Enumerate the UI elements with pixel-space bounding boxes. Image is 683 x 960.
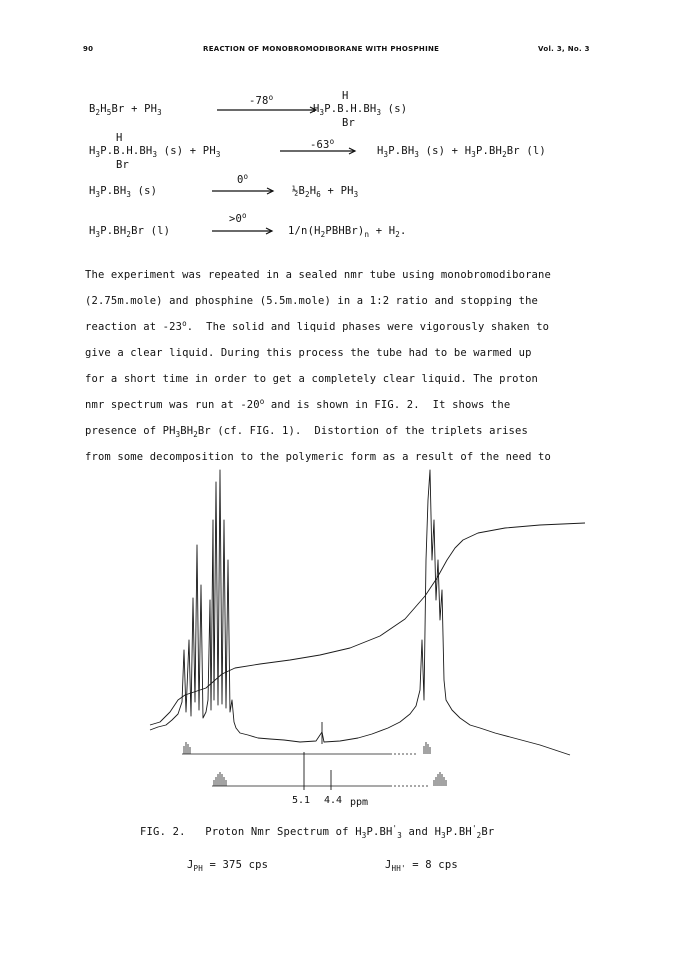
eq2-bottom-br: Br xyxy=(116,159,130,171)
eq1-arrow-label: -78$^o$ xyxy=(249,93,274,107)
axis-label-5-1: 5.1 xyxy=(292,795,311,806)
spectrum-trace xyxy=(150,470,570,755)
eq3-arrow-label: 0$^o$ xyxy=(237,172,249,186)
eq1-right: $H_3P.B.H.BH_3$ (s) xyxy=(313,103,408,117)
running-title: REACTION OF MONOBROMODIBORANE WITH PHOSPHINE xyxy=(203,45,440,53)
coupling-constant-jph: $J_{PH} = 375$ cps xyxy=(187,859,269,873)
axis-label-4-4: 4.4 xyxy=(324,795,343,806)
stick-pattern-lower xyxy=(212,772,446,786)
axis-label-unit: ppm xyxy=(350,797,369,808)
paragraph-line: (2.75m.mole) and phosphine (5.5m.mole) in a 1:2 ratio and stopping the xyxy=(85,295,539,307)
page-number: 90 xyxy=(83,45,94,53)
eq2-left: $H_3P.B.H.BH_3$ $(s) + PH_3$ xyxy=(89,145,221,159)
paragraph-line: give a clear liquid. During this process the tube had to be warmed up xyxy=(85,347,532,359)
eq2-arrow-label: -63$^o$ xyxy=(310,137,335,151)
eq2-top-h: H xyxy=(116,132,123,144)
paragraph-line: for a short time in order to get a completely clear liquid. The proton xyxy=(85,373,539,385)
volume-number: Vol. 3, No. 3 xyxy=(538,45,590,53)
eq3-left: $H_3P.BH_3$ (s) xyxy=(89,185,158,199)
coupling-constant-jhh: $J_{HH'} = 8$ cps xyxy=(385,859,458,873)
paragraph-line: presence of $PH_3BH_2Br$ (cf. FIG. 1). Distortion of the triplets arises xyxy=(85,425,528,439)
eq3-right: $\frac{1}{2}B_2H_6 + PH_3$ xyxy=(292,185,359,199)
eq4-left: $H_3P.BH_2Br$ (l) xyxy=(89,225,171,239)
paragraph-line: The experiment was repeated in a sealed nmr tube using monobromodiborane xyxy=(85,269,551,281)
paragraph-line: reaction at -23$^o$. The solid and liquid phases were vigorously shaken to xyxy=(85,319,550,333)
paragraph-line: nmr spectrum was run at -20$^o$ and is shown in FIG. 2. It shows the xyxy=(85,397,511,411)
eq4-arrow-label: $>0^o$ xyxy=(229,211,247,225)
figure-caption: FIG. 2. Proton Nmr Spectrum of $H_3P.BH'_3$ and $H_3P.BH'_2Br$ xyxy=(140,824,495,840)
stick-pattern-upper xyxy=(182,742,430,754)
paragraph-line: from some decomposition to the polymeric form as a result of the need to xyxy=(85,451,551,463)
eq2-right: $H_3P.BH_3$ $(s) + H_3P.BH_2Br$ (l) xyxy=(377,145,546,159)
eq4-right: $1/n(H_2PBHBr)_n + H_2$. xyxy=(288,225,407,239)
eq1-bottom-br: Br xyxy=(342,117,356,129)
eq1-top-h: H xyxy=(342,90,349,102)
eq1-left: $B_2H_5Br + PH_3$ xyxy=(89,103,162,117)
